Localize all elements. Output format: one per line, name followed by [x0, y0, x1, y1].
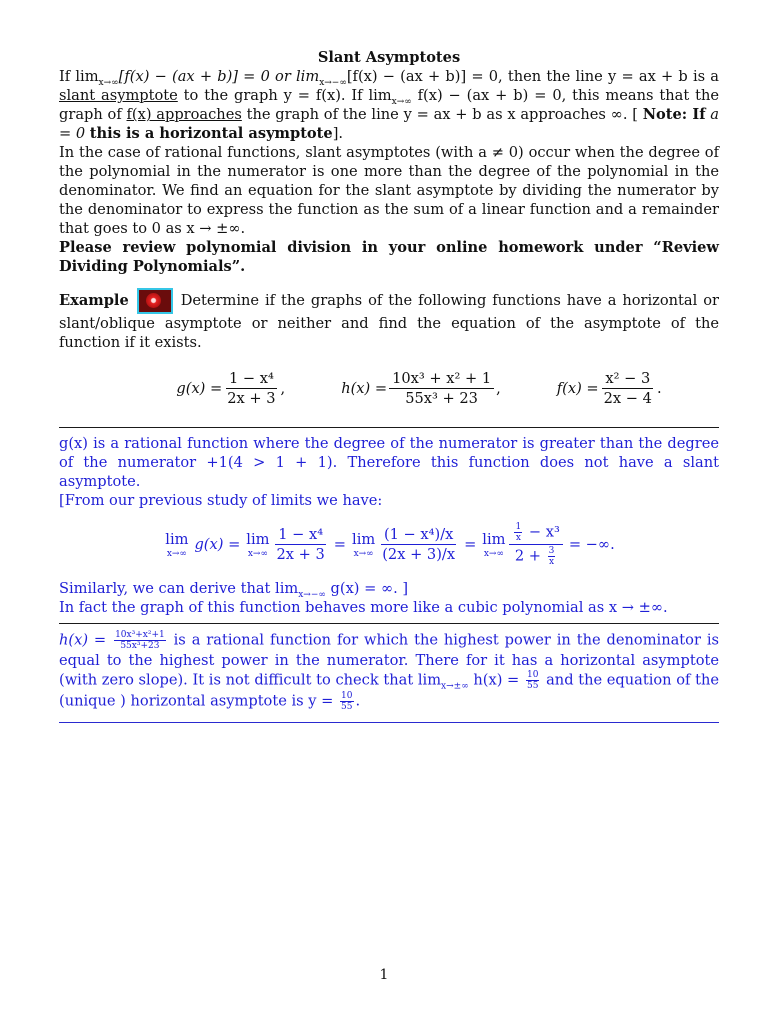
g-limits-intro: [From our previous study of limits we have: [59, 492, 383, 509]
numerator: 10 [526, 670, 539, 680]
page-number: 1 [379, 967, 389, 983]
g-analysis-text: g(x) is a rational function where the degree of the numerator is greater than the degree of the numerator +1(4 > 1 + 1). Therefore this function does not have a slant asymptote. [59, 435, 719, 490]
punctuation: , [496, 380, 501, 397]
limit-subscript: x→−∞ [298, 589, 326, 600]
numerator [509, 522, 562, 545]
example-paragraph [59, 288, 719, 352]
limit-subscript: x→−∞ [319, 77, 347, 88]
denominator-head: 2 + [514, 547, 546, 565]
g-solution [59, 434, 719, 617]
fraction [340, 691, 353, 712]
example-text: Determine if the graphs of the following functions have a horizontal or slant/oblique asymptote or neither and find the equation of the asymptote of the function if it exists. [59, 292, 720, 351]
numerator: 1 [515, 522, 522, 532]
denominator [512, 545, 561, 567]
lim-text: lim [482, 531, 506, 548]
limit-operator [352, 530, 375, 559]
intro-text: [f(x) − (ax + b)] = 0 or lim [118, 68, 320, 85]
limit-operator [246, 530, 269, 559]
section-divider [59, 623, 719, 624]
h-text: . [355, 692, 361, 710]
h-analysis-text [59, 630, 719, 712]
punctuation: . [656, 380, 662, 397]
denominator: 55x³+23 [120, 641, 160, 651]
intro-text: the graph of the line y = ax + b as x approaches ∞. [ [241, 106, 643, 123]
section-divider [59, 722, 719, 723]
hx-text: h(x) = [59, 631, 113, 649]
fraction [114, 630, 166, 651]
numerator: x² − 3 [602, 370, 653, 389]
h-text: h(x) = [468, 671, 524, 689]
h-solution [59, 630, 719, 712]
g-minus-infinity-limit [59, 579, 719, 598]
intro-text: a = 0 [59, 106, 719, 142]
fraction [514, 522, 522, 543]
punctuation: , [280, 380, 286, 397]
function-lhs: g(x) = [176, 380, 223, 397]
video-icon[interactable] [137, 288, 173, 314]
denominator: x [549, 557, 555, 567]
denominator: 2x + 3 [227, 390, 276, 407]
intro-text: f(x) − (ax + b) = 0, this means that the graph of [59, 87, 719, 123]
intro-text: ]. [332, 125, 344, 142]
h-text: is a rational function for which the highest power in the denominator is equal to the highest power in the numerator. There for it has a horizontal asymptote (with zero slope). It is not difficult to check that lim [59, 631, 719, 689]
page-content [59, 48, 719, 723]
function-g [176, 370, 285, 407]
fraction [224, 370, 278, 407]
note-label: Note: If [642, 106, 706, 123]
fraction [379, 526, 458, 563]
limit-result: = −∞. [568, 536, 615, 553]
lim-text: lim [352, 531, 376, 548]
function-list [119, 370, 719, 407]
lim-text: lim [165, 531, 189, 548]
limit-subscript: x→∞ [391, 96, 412, 107]
numerator: 3 [548, 546, 555, 556]
function-lhs: f(x) = [556, 380, 599, 397]
intro-text: [f(x) − (ax + b)] = 0, then the line y = ax + b is a [346, 68, 719, 85]
intro-text: If lim [59, 68, 99, 85]
denominator: 2x − 4 [603, 390, 652, 407]
denominator: x [515, 533, 521, 543]
fraction [273, 526, 327, 563]
note-text: this is a horizontal asymptote [89, 125, 333, 142]
denominator: 55x³ + 23 [405, 390, 478, 407]
numerator: (1 − x⁴)/x [381, 526, 456, 545]
fraction [389, 370, 494, 407]
rational-functions-paragraph: In the case of rational functions, slant asymptotes (with a ≠ 0) occur when the degree of the polynomial in the numerator is one more than the degree of the polynomial in the denominator. We find an equation for the slant asymptote by dividing the numerator by the denominator to express the function as the sum of a linear function and a remainder that goes to 0 as x → ±∞. [59, 144, 719, 237]
intro-text: to the graph y = f(x). If lim [177, 87, 392, 104]
fraction [509, 522, 562, 567]
section-divider [59, 427, 719, 428]
limit-operator [165, 530, 188, 559]
denominator: 55 [526, 681, 539, 691]
h-text: and the equation of the (unique ) horizontal asymptote is y = [59, 671, 720, 710]
fx-approaches-link[interactable]: f(x) approaches [126, 106, 242, 123]
numerator: 10 [341, 691, 353, 701]
lim-subscript: x→∞ [247, 549, 268, 559]
lim-text: lim [246, 531, 270, 548]
fraction [548, 546, 556, 567]
numerator: 1 − x⁴ [226, 370, 277, 389]
function-h [341, 370, 501, 407]
denominator: 2x + 3 [276, 546, 325, 563]
lim-subscript: x→∞ [483, 549, 504, 559]
g-limit-display: lim x→∞ g(x) = lim x→∞ $\frac{\text{1 − x⁴}}{2x + 3}$ = lim x→∞ $\frac{\text{(1 − x⁴)/x}}{(2x + 3)/x}$ = lim x→∞ $\frac{1}{x}$ − x³ 2 + $\frac{3}{x}$ = −∞. [165, 522, 615, 567]
g-cubic-note: In fact the graph of this function behaves more like a cubic polynomial as x → ±∞. [59, 599, 668, 616]
intro-paragraph [59, 67, 719, 143]
lim-subscript: x→∞ [166, 549, 187, 559]
denominator: (2x + 3)/x [382, 546, 456, 563]
page-title: Slant Asymptotes [317, 49, 461, 66]
slant-asymptote-link[interactable]: slant asymptote [59, 87, 178, 104]
fraction [601, 370, 655, 407]
example-label: Example [59, 292, 129, 309]
numerator: 10x³+x²+1 [115, 630, 165, 640]
limit-text: Similarly, we can derive that lim [59, 580, 299, 597]
fraction [526, 670, 539, 691]
gx-text: g(x) = [194, 536, 241, 553]
function-f [557, 370, 662, 407]
review-note: Please review polynomial division in your online homework under “Review Dividing Polynomials”. [59, 239, 719, 275]
function-lhs: h(x) = [341, 380, 388, 397]
numerator: 1 − x⁴ [275, 526, 326, 545]
limit-text: g(x) = ∞. ] [325, 580, 409, 597]
numerator-tail: − x³ [524, 523, 560, 541]
lim-subscript: x→∞ [353, 549, 374, 559]
limit-operator [482, 530, 505, 559]
limit-subscript: x→±∞ [441, 681, 469, 692]
numerator: 10x³ + x² + 1 [389, 370, 494, 389]
denominator: 55 [341, 702, 353, 712]
limit-subscript: x→∞ [98, 77, 119, 88]
